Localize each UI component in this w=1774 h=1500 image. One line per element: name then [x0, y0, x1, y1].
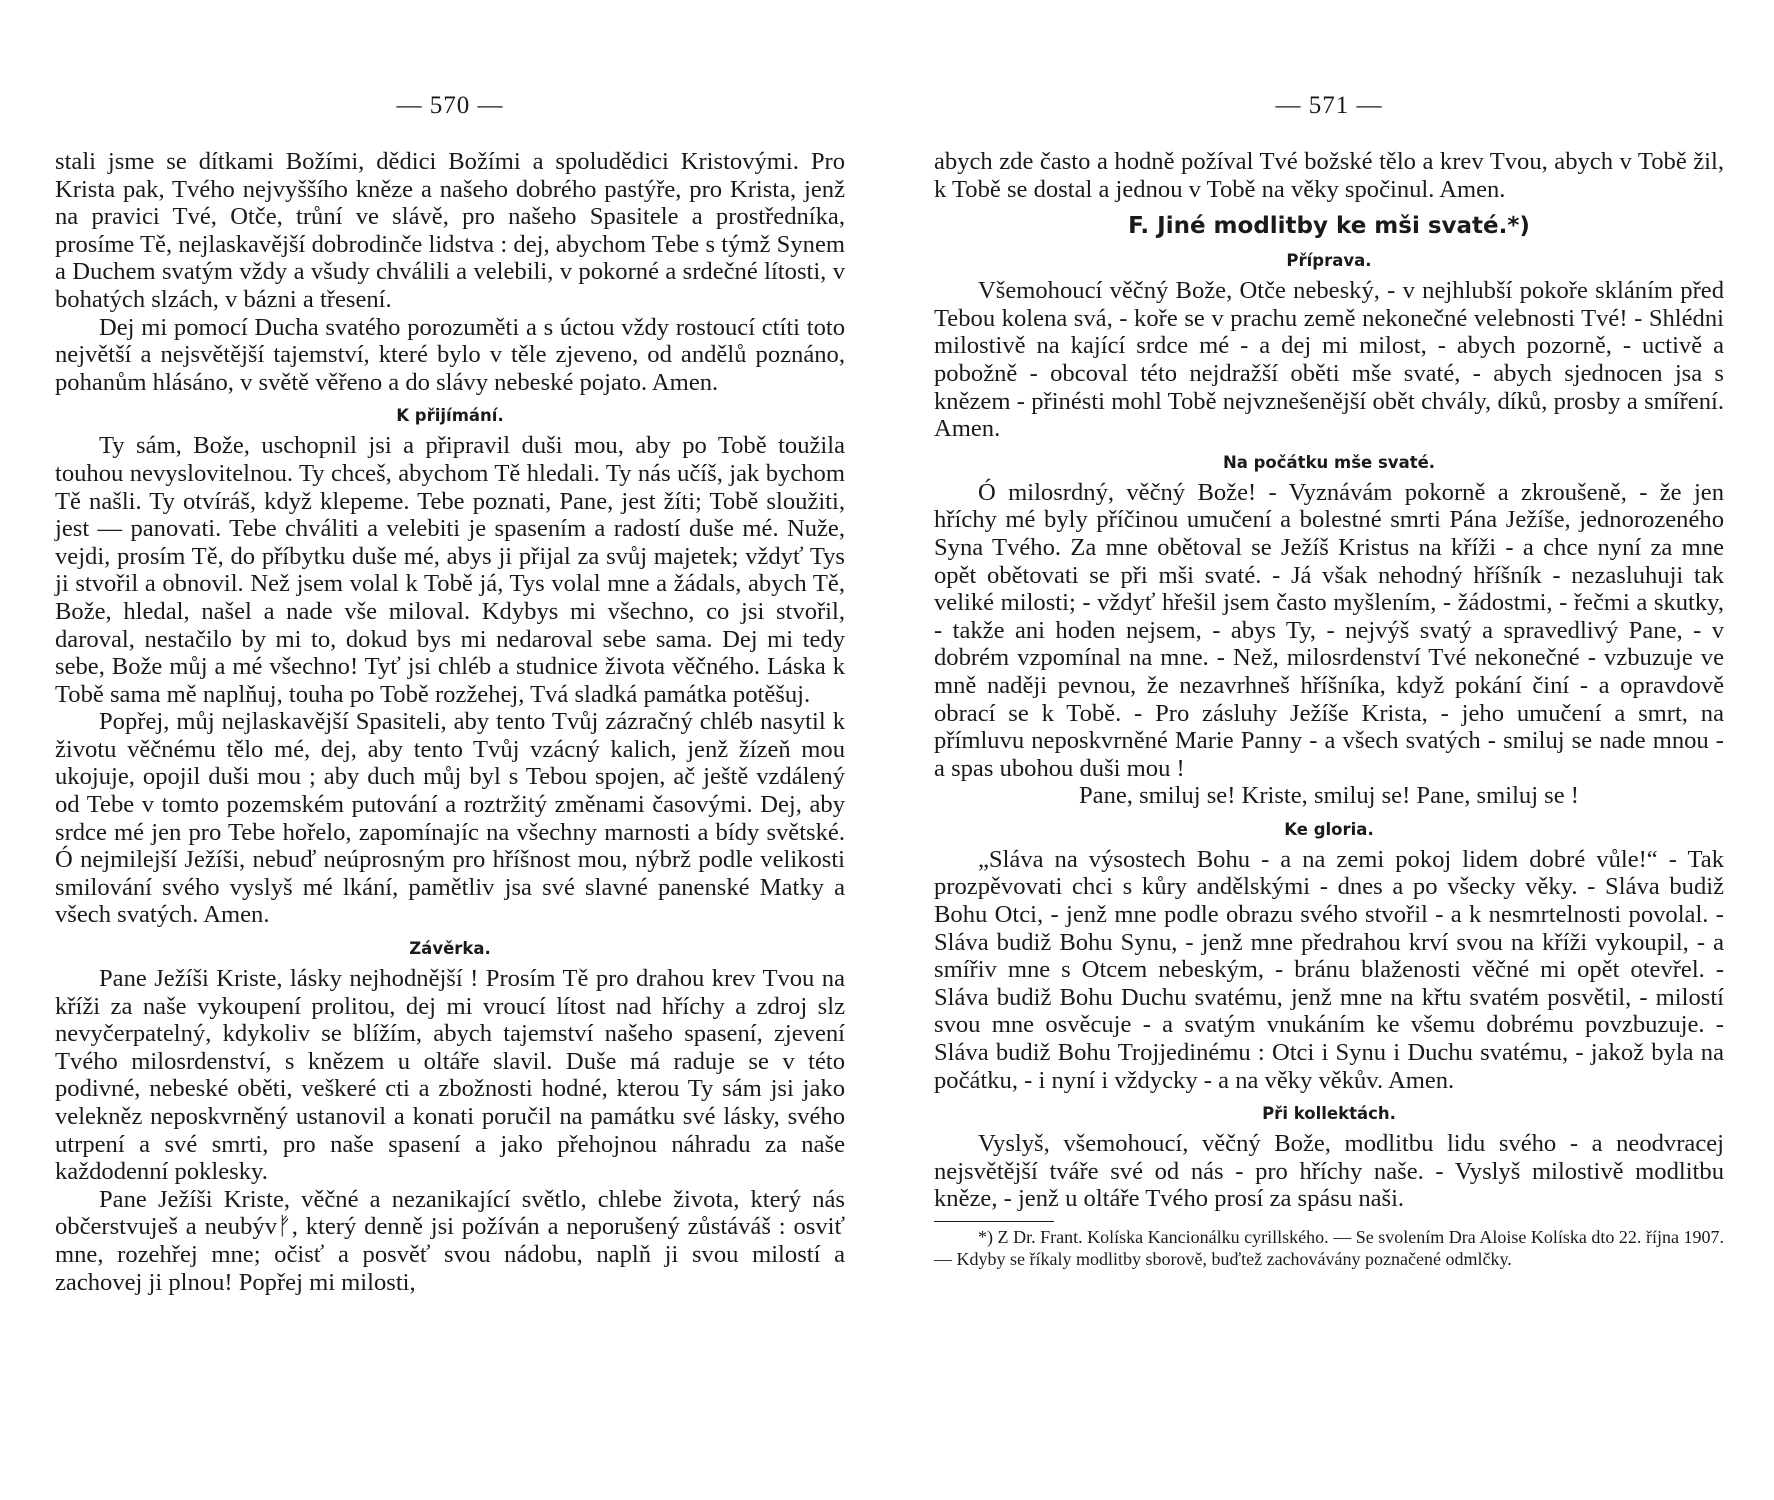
section-heading-pocatek: Na počátku mše svaté.: [1222, 452, 1436, 472]
right-page-text: [934, 148, 1724, 1270]
chapter-heading: F. Jiné modlitby ke mši svaté.*): [1128, 213, 1530, 240]
page-number-right: — 571 —: [1275, 92, 1383, 119]
paragraph: Dej mi pomocí Ducha svatého porozuměti a s úctou vždy rostoucí ctíti toto největší a nejsvětější tajemství, které bylo v těle zjeveno, od andělů poznáno, pohanům hlásáno, v světě věřeno a do slávy nebeské pojato. Amen.: [55, 313, 845, 396]
paragraph: Pane Ježíši Kriste, věčné a nezanikající světlo, chlebe života, který nás občerstvuješ a neubývᚠ, který denně jsi požíván a neporušený zůstáváš : osviť mne, rozehřej mne; očisť a posvěť svou nádobu, naplň ji svou milostí a zachovej ji plnou! Popřej mi milosti,: [55, 1185, 845, 1296]
footnote: *) Z Dr. Frant. Kolíska Kancionálku cyrillského. — Se svolením Dra Aloise Kolíska dto 22. října 1907. — Kdyby se říkaly modlitby sborově, buďtež zachovávány poznačené odmlčky.: [934, 1227, 1724, 1269]
section-heading-gloria: Ke gloria.: [1284, 819, 1374, 839]
paragraph: abych zde často a hodně požíval Tvé božské tělo a krev Tvou, abych v Tobě žil, k Tobě se dostal a jednou v Tobě na věky spočinul. Amen.: [934, 148, 1724, 203]
section-heading-zaverka: Závěrka.: [409, 939, 491, 959]
section-heading-prijimani: K přijímání.: [396, 406, 504, 426]
page-number-left: — 570 —: [396, 92, 504, 119]
paragraph: „Sláva na výsostech Bohu - a na zemi pokoj lidem dobré vůle!“ - Tak prozpěvovati chci s kůry andělskými - dnes a po všecky věky. - Sláva budiž Bohu Otci, - jenž mne podle obrazu svého stvořil - a k nesmrtelnosti povolal. - Sláva budiž Bohu Synu, - jenž mne předrahou krví svou na kříži vykoupil, - a smířiv mne s Otcem nebeským, - bránu blaženosti věčné mi opět otevřel. - Sláva budiž Bohu Duchu svatému, jenž mne na křtu svatém posvětil, - milostí svou mne osvěcuje - a svatým vnukáním ke všemu dobrému povzbuzuje. - Sláva budiž Bohu Trojjedinému : Otci i Synu i Duchu svatému, - jakož byla na počátku, - i nyní i vždycky - a na věky věkův. Amen.: [934, 845, 1724, 1094]
footnote-divider: [934, 1221, 1054, 1222]
section-heading-priprava: Příprava.: [1286, 251, 1372, 271]
paragraph: stali jsme se dítkami Božími, dědici Božími a spoludědici Kristovými. Pro Krista pak, Tvého nejvyššího kněze a našeho dobrého pastýře, pro Krista, jenž na pravici Tvé, Otče, trůní ve slávě, pro našeho Spasitele a prostředníka, prosíme Tě, nejlaskavější dobrodinče lidstva : dej, abychom Tebe s týmž Synem a Duchem svatým vždy a všudy chválili a velebili, v pokorné a srdečné lítosti, v bohatých slzách, v bázni a třesení.: [55, 148, 845, 313]
paragraph: Popřej, můj nejlaskavější Spasiteli, aby tento Tvůj zázračný chléb nasytil k životu věčnému tělo mé, dej, aby tento Tvůj vzácný kalich, jenž žízeň mou ukojuje, opojil duši mou ; aby duch můj byl s Tebou spojen, ač ještě vzdálený od Tebe v tomto pozemském putování a roztržitý změnami časovými. Dej, aby srdce mé jen pro Tebe hořelo, zapomínajíc na všechny marnosti a bídy světské. Ó nejmilejší Ježíši, nebuď neúprosným pro hříšnost mou, nýbrž podle velikosti smilování svého vyslyš mé lkání, pamětliv jsa své slavné panenské Matky a všech svatých. Amen.: [55, 708, 845, 929]
paragraph: Vyslyš, všemohoucí, věčný Bože, modlitbu lidu svého - a neodvracej nejsvětější tváře své od nás - pro hříchy naše. - Vyslyš milostivě modlitbu kněze, - jenž u oltáře Tvého prosí za spásu naši.: [934, 1130, 1724, 1213]
left-page-text: [55, 148, 845, 1296]
paragraph: Všemohoucí věčný Bože, Otče nebeský, - v nejhlubší pokoře skláním před Tebou kolena svá, - koře se v prachu země nekonečné velebnosti Tvé! - Shlédni milostivě na kající srdce mé - a dej mi milost, - abych pozorně, - uctivě a pobožně - obcoval této nejdražší oběti mše svaté, - abych sjednocen jsa s knězem - přinésti mohl Tobě nejvznešenější obět chvály, díků, prosby a smíření. Amen.: [934, 277, 1724, 443]
paragraph-kyrie: Pane, smiluj se! Kriste, smiluj se! Pane, smiluj se !: [1078, 782, 1580, 810]
paragraph: Ó milosrdný, věčný Bože! - Vyznávám pokorně a zkroušeně, - že jen hříchy mé byly příčinou umučení a bolestné smrti Pána Ježíše, jednorozeného Syna Tvého. Za mne obětoval se Ježíš Kristus na kříži - a chce nyní za mne opět obětovati se při mši svaté. - Já však nehodný hříšník - nezasluhuji tak veliké milosti; - vždyť hřešil jsem často myšlením, - žádostmi, - řečmi a skutky, - takže ani hoden nejsem, - abys Ty, - nejvýš svatý a spravedlivý Pane, - v dobrém vzpomínal na mne. - Než, milosrdenství Tvé nekonečné - vzbuzuje ve mně naději pevnou, že nezavrhneš hříšníka, když pokání činí - a opravdově obrací se k Tobě. - Pro zásluhy Ježíše Krista, - jeho umučení a smrt, na přímluvu neposkvrněné Marie Panny - a všech svatých - smiluj se nade mnou - a spas ubohou duši mou !: [934, 478, 1724, 782]
section-heading-kollekty: Při kollektách.: [1262, 1104, 1396, 1124]
paragraph: Ty sám, Bože, uschopnil jsi a připravil duši mou, aby po Tobě toužila touhou nevyslovitelnou. Ty chceš, abychom Tě hledali. Ty nás učíš, jak bychom Tě našli. Ty otvíráš, když klepeme. Tebe poznati, Pane, jest žíti; Tobě sloužiti, jest — panovati. Tebe chváliti a velebiti je spasením a radostí duše mé. Nuže, vejdi, prosím Tě, do příbytku duše mé, abys ji přijal za svůj majetek; vždyť Tys ji stvořil a obnovil. Než jsem volal k Tobě já, Tys volal mne a žádals, abych Tě, Bože, hledal, našel a nade vše miloval. Kdybys mi všechno, co jsi stvořil, daroval, nestačilo by mi to, dokud bys mi nedaroval sebe sama. Dej mi tedy sebe, Bože můj a mé všechno! Tyť jsi chléb a studnice života věčného. Láska k Tobě sama mě naplňuj, touha po Tobě rozžehej, Tvá sladká památka potěšuj.: [55, 432, 845, 708]
paragraph: Pane Ježíši Kriste, lásky nejhodnější ! Prosím Tě pro drahou krev Tvou na kříži za naše vykoupení prolitou, dej mi vroucí lítost nad hříchy a zdroj slz nevyčerpatelný, kdykoliv se blížím, abych tajemství našeho spasení, zjevení Tvého milosrdenství, s knězem u oltáře slavil. Duše má raduje se v této podivné, nebeské oběti, veškeré cti a zbožnosti hodné, kterou Ty sám jsi jako velekněz neposkvrněný ustanovil a konati poručil na památku své lásky, svého utrpení a své smrti, pro naše spasení a jako přehojnou náhradu za naše každodenní poklesky.: [55, 965, 845, 1186]
